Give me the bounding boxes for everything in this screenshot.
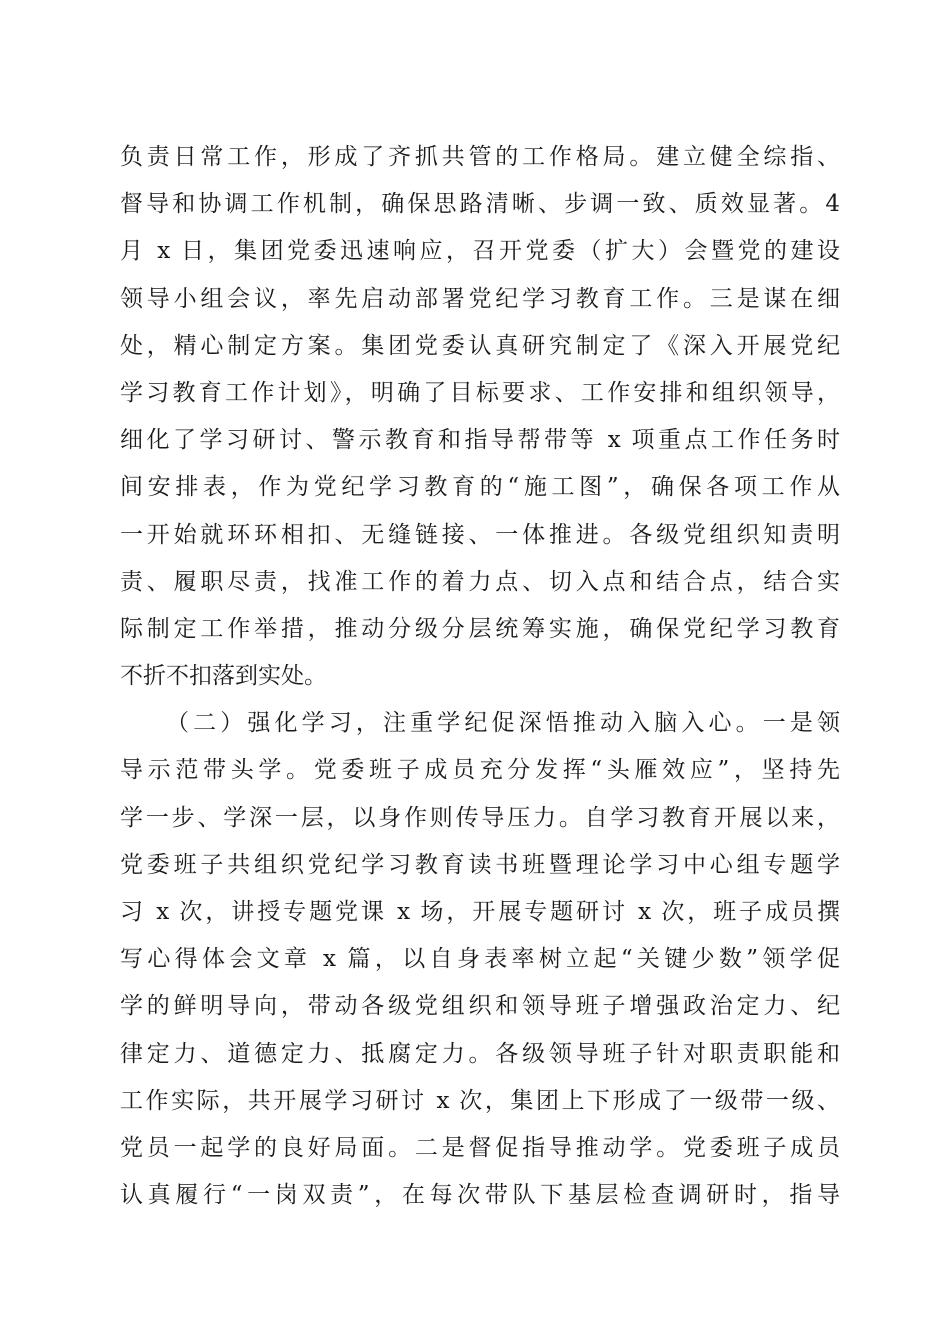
paragraph-line: 督导和协调工作机制，确保思路清晰、步调一致、质效显著。4 <box>120 191 840 218</box>
paragraph-line: 负责日常工作，形成了齐抓共管的工作格局。建立健全综指、 <box>120 144 840 170</box>
paragraph-line: 工作实际，共开展学习研讨 x 次，集团上下形成了一级带一级、 <box>120 1087 840 1114</box>
paragraph-line: 领导小组会议，率先启动部署党纪学习教育工作。三是谋在细 <box>120 285 840 312</box>
paragraph-line: 党委班子共组织党纪学习教育读书班暨理论学习中心组专题学 <box>120 851 840 878</box>
paragraph-line: 习 x 次，讲授专题党课 x 场，开展专题研讨 x 次，班子成员撰 <box>120 899 840 925</box>
paragraph-line: 学的鲜明导向，带动各级党组织和领导班子增强政治定力、纪 <box>120 993 840 1020</box>
paragraph-line: 导示范带头学。党委班子成员充分发挥“头雁效应”，坚持先 <box>120 757 840 784</box>
paragraph-line: 间安排表，作为党纪学习教育的“施工图”，确保各项工作从 <box>120 474 840 501</box>
paragraph-line: 党员一起学的良好局面。二是督促指导推动学。党委班子成员 <box>120 1134 840 1161</box>
document-body <box>120 134 840 1219</box>
paragraph-line: 一开始就环环相扣、无缝链接、一体推进。各级党组织知责明 <box>120 521 840 548</box>
paragraph-line: 写心得体会文章 x 篇，以自身表率树立起“关键少数”领学促 <box>120 946 840 973</box>
paragraph-line: 学一步、学深一层，以身作则传导压力。自学习教育开展以来， <box>120 804 840 831</box>
paragraph-line: 处，精心制定方案。集团党委认真研究制定了《深入开展党纪 <box>120 332 840 359</box>
paragraph-heading-line: （二）强化学习，注重学纪促深悟推动入脑入心。一是领 <box>166 710 840 737</box>
paragraph-line: 律定力、道德定力、抵腐定力。各级领导班子针对职责职能和 <box>120 1040 840 1067</box>
paragraph-line: 不折不扣落到实处。 <box>120 663 327 690</box>
paragraph-line: 学习教育工作计划》，明确了目标要求、工作安排和组织领导， <box>120 379 840 406</box>
paragraph-line: 责、履职尽责，找准工作的着力点、切入点和结合点，结合实 <box>120 568 840 595</box>
paragraph-line: 细化了学习研讨、警示教育和指导帮带等 x 项重点工作任务时 <box>120 427 840 454</box>
paragraph-line: 际制定工作举措，推动分级分层统筹实施，确保党纪学习教育 <box>120 615 840 642</box>
paragraph-1 <box>120 134 840 700</box>
paragraph-line: 认真履行“一岗双责”，在每次带队下基层检查调研时，指导 <box>120 1182 840 1209</box>
paragraph-2 <box>120 700 840 1219</box>
paragraph-line: 月 x 日，集团党委迅速响应，召开党委（扩大）会暨党的建设 <box>120 238 840 265</box>
